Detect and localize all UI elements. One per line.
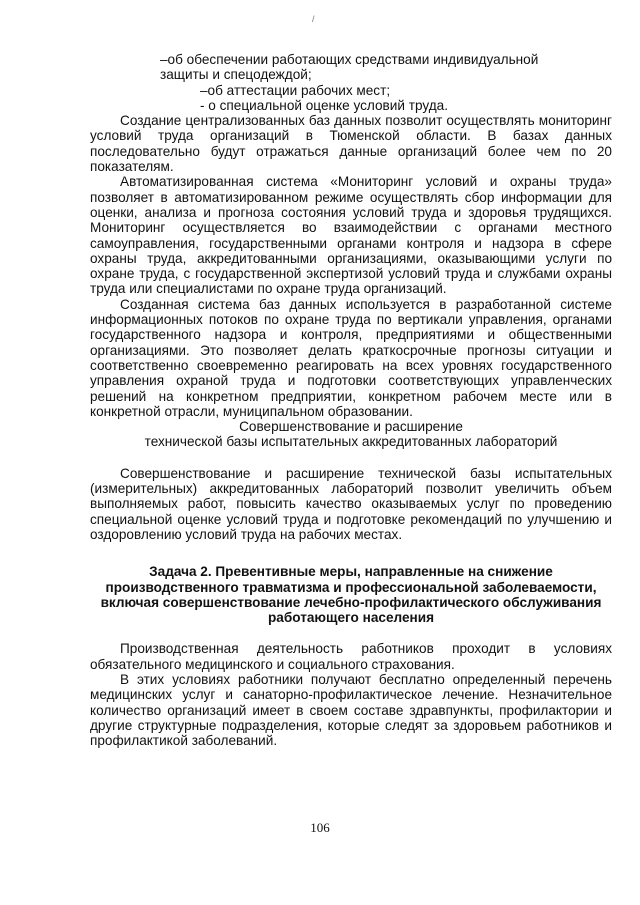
page-number: 106 [310, 820, 330, 835]
subheading-line-1: Совершенствование и расширение [239, 419, 463, 435]
list-item-1-cont: защиты и спецодеждой; [160, 67, 312, 83]
paragraph-automated-system: Автоматизированная система «Мониторинг условий и охраны труда» позволяет в автоматизированном режиме осуществлять сбор информации для оценки, анализа и прогноза состояния условий труда и здоровья трудящихся. Мониторинг осуществляется во взаимодействии с органами местного самоуправления, государственными органами контроля и надзора в сфере охраны труда, аккредитованными организациями, оказывающими услуги по охране труда, с государственной экспертизой условий труда и службами охраны труда или специалистами по охране труда организаций. [90, 174, 612, 297]
list-item-3: - о специальной оценке условий труда. [200, 97, 448, 113]
task-heading-line-2: производственного травматизма и профессиональной заболеваемости, [105, 579, 597, 595]
list-item-2: –об аттестации рабочих мест; [200, 82, 391, 98]
task-heading-line-1: Задача 2. Превентивные меры, направленные на снижение [149, 564, 553, 580]
list-item-1: –об обеспечении работающих средствами индивидуальной [160, 52, 539, 67]
paragraph-production-activity: Производственная деятельность работников проходит в условиях обязательного медицинского и социального страхования. [90, 641, 612, 672]
paragraph-laboratories: Совершенствование и расширение технической базы испытательных (измерительных) аккредитованных лабораторий позволит увеличить объем выполняемых работ, повысить качество оказываемых услуг по проведению специальной оценке условий труда и подготовке рекомендаций по улучшению и оздоровлению условий труда на рабочих местах. [90, 465, 612, 542]
task-heading-line-4: работающего населения [267, 610, 435, 626]
paragraph-databases: Создание централизованных баз данных позволит осуществлять мониторинг условий труда организаций в Тюменской области. В базах данных последовательно будут отражаться данные организаций более чем по 20 показателям. [90, 113, 612, 175]
page-mark: / [312, 14, 315, 24]
paragraph-medical-services: В этих условиях работники получают бесплатно определенный перечень медицинских услуг и санаторно-профилактическое лечение. Незначительное количество организаций имеет в своем составе здравпункты, профилактории и другие структурные подразделения, которые следят за здоровьем работников и профилактикой заболеваний. [90, 671, 612, 749]
task-heading-line-3: включая совершенствование лечебно-профилактического обслуживания [100, 594, 602, 610]
page-content [90, 52, 612, 748]
subheading-line-2: технической базы испытательных аккредитованных лабораторий [144, 434, 558, 450]
paragraph-information-flows: Созданная система баз данных используется в разработанной системе информационных потоков по охране труда по вертикали управления, органами государственного надзора и контроля, предприятиями и общественными организациями. Это позволяет делать краткосрочные прогнозы ситуации и соответственно своевременно реагировать на всех уровнях государственного управления охраной труда и подготовки соответствующих управленческих решений на конкретном предприятии, конкретном рабочем месте или в конкретной отрасли, муниципальном образовании. [90, 296, 612, 419]
